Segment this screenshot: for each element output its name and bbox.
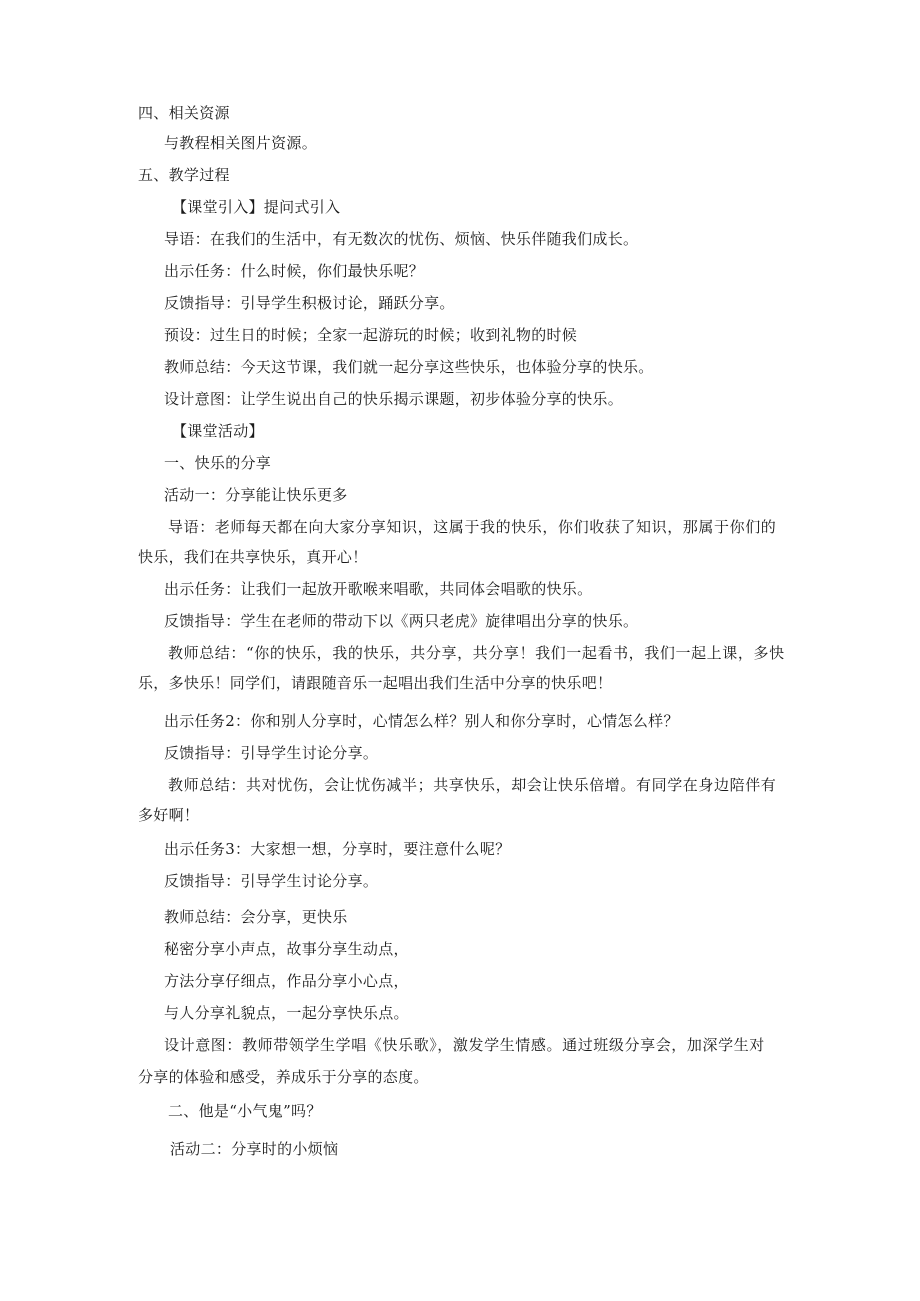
paragraph-line: 快乐，我们在共享快乐，真开心！ [138,548,368,566]
verse-line: 秘密分享小声点，故事分享生动点， [164,940,409,958]
paragraph-line: 出示任务：什么时候，你们最快乐呢？ [164,262,425,280]
paragraph-line: 反馈指导：学生在老师的带动下以《两只老虎》旋律唱出分享的快乐。 [164,612,639,630]
section-heading-stingy: 二、他是“小气鬼”吗？ [168,1102,322,1120]
verse-line: 与人分享礼貌点，一起分享快乐点。 [164,1004,409,1022]
paragraph-line: 教师总结：今天这节课，我们就一起分享这些快乐，也体验分享的快乐。 [164,358,654,376]
paragraph-line: 出示任务2：你和别人分享时，心情怎么样？别人和你分享时，心情怎么样？ [164,712,679,730]
paragraph-line: 教师总结：共对忧伤，会让忧伤减半；共享快乐，却会让快乐倍增。有同学在身边陪伴有 [168,776,777,794]
paragraph-line: 教师总结：“你的快乐，我的快乐，共分享，共分享！我们一起看书，我们一起上课，多快 [168,644,785,662]
paragraph-line: 反馈指导：引导学生讨论分享。 [164,744,379,762]
paragraph-line: 教师总结：会分享，更快乐 [164,908,348,926]
paragraph-line: 导语：在我们的生活中，有无数次的忧伤、烦恼、快乐伴随我们成长。 [164,230,639,248]
paragraph-line: 设计意图：让学生说出自己的快乐揭示课题，初步体验分享的快乐。 [164,390,624,408]
subheading-activities: 【课堂活动】 [172,422,264,440]
paragraph-resources: 与教程相关图片资源。 [164,134,318,152]
paragraph-line: 导语：老师每天都在向大家分享知识，这属于我的快乐，你们收获了知识，那属于你们的 [168,518,777,536]
paragraph-line: 出示任务：让我们一起放开歌喉来唱歌，共同体会唱歌的快乐。 [164,580,593,598]
subheading-intro: 【课堂引入】提问式引入 [172,198,341,216]
activity-title: 活动二：分享时的小烦恼 [170,1140,339,1158]
verse-line: 方法分享仔细点，作品分享小心点， [164,972,409,990]
paragraph-line: 预设：过生日的时候；全家一起游玩的时候；收到礼物的时候 [164,326,578,344]
paragraph-line: 多好啊！ [138,806,200,824]
activity-title: 活动一：分享能让快乐更多 [164,486,348,504]
paragraph-line: 出示任务3：大家想一想，分享时，要注意什么呢？ [164,840,511,858]
section-heading-joy: 一、快乐的分享 [164,454,272,472]
paragraph-line: 反馈指导：引导学生积极讨论，踊跃分享。 [164,294,455,312]
section-heading-resources: 四、相关资源 [138,104,230,122]
paragraph-line: 设计意图：教师带领学生学唱《快乐歌》，激发学生情感。通过班级分享会，加深学生对 [164,1036,765,1054]
paragraph-line: 分享的体验和感受，养成乐于分享的态度。 [138,1068,429,1086]
section-heading-process: 五、教学过程 [138,166,230,184]
paragraph-line: 反馈指导：引导学生讨论分享。 [164,872,379,890]
paragraph-line: 乐，多快乐！同学们，请跟随音乐一起唱出我们生活中分享的快乐吧！ [138,674,613,692]
